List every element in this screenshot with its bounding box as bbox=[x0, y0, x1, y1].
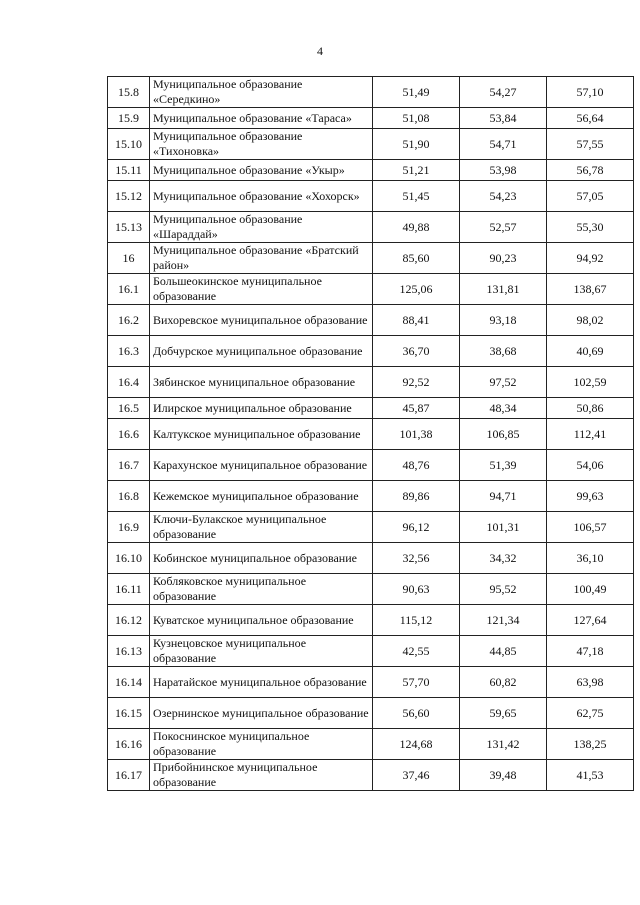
table-body bbox=[108, 77, 634, 791]
row-number: 16.2 bbox=[108, 305, 150, 336]
table-row bbox=[108, 729, 634, 760]
row-number: 16 bbox=[108, 243, 150, 274]
table-row bbox=[108, 212, 634, 243]
value-year-1: 88,41 bbox=[373, 305, 460, 336]
table-row bbox=[108, 605, 634, 636]
value-year-1: 36,70 bbox=[373, 336, 460, 367]
municipality-name: Наратайское муниципальное образование bbox=[150, 667, 373, 698]
municipality-name: Озернинское муниципальное образование bbox=[150, 698, 373, 729]
value-year-3: 106,57 bbox=[547, 512, 634, 543]
table-row bbox=[108, 274, 634, 305]
table-row bbox=[108, 667, 634, 698]
municipality-name: Большеокинское муниципальное образование bbox=[150, 274, 373, 305]
value-year-3: 47,18 bbox=[547, 636, 634, 667]
value-year-1: 37,46 bbox=[373, 760, 460, 791]
value-year-1: 51,45 bbox=[373, 181, 460, 212]
value-year-2: 93,18 bbox=[460, 305, 547, 336]
value-year-2: 53,98 bbox=[460, 160, 547, 181]
value-year-2: 95,52 bbox=[460, 574, 547, 605]
value-year-2: 38,68 bbox=[460, 336, 547, 367]
value-year-3: 50,86 bbox=[547, 398, 634, 419]
table-row bbox=[108, 181, 634, 212]
row-number: 16.8 bbox=[108, 481, 150, 512]
row-number: 16.17 bbox=[108, 760, 150, 791]
value-year-2: 94,71 bbox=[460, 481, 547, 512]
municipality-name: Муниципальное образование «Укыр» bbox=[150, 160, 373, 181]
value-year-1: 32,56 bbox=[373, 543, 460, 574]
value-year-1: 124,68 bbox=[373, 729, 460, 760]
page-number: 4 bbox=[317, 44, 323, 58]
table-row bbox=[108, 450, 634, 481]
value-year-3: 99,63 bbox=[547, 481, 634, 512]
value-year-3: 138,67 bbox=[547, 274, 634, 305]
value-year-3: 54,06 bbox=[547, 450, 634, 481]
row-number: 16.13 bbox=[108, 636, 150, 667]
value-year-2: 44,85 bbox=[460, 636, 547, 667]
value-year-2: 52,57 bbox=[460, 212, 547, 243]
row-number: 16.16 bbox=[108, 729, 150, 760]
value-year-3: 100,49 bbox=[547, 574, 634, 605]
table-row bbox=[108, 481, 634, 512]
municipality-name: Прибойнинское муниципальное образование bbox=[150, 760, 373, 791]
table-row bbox=[108, 305, 634, 336]
value-year-2: 54,71 bbox=[460, 129, 547, 160]
municipality-name: Муниципальное образование «Шараддай» bbox=[150, 212, 373, 243]
value-year-2: 54,27 bbox=[460, 77, 547, 108]
value-year-1: 48,76 bbox=[373, 450, 460, 481]
municipality-name: Илирское муниципальное образование bbox=[150, 398, 373, 419]
table-row bbox=[108, 367, 634, 398]
value-year-1: 45,87 bbox=[373, 398, 460, 419]
table-row bbox=[108, 108, 634, 129]
value-year-2: 39,48 bbox=[460, 760, 547, 791]
row-number: 16.4 bbox=[108, 367, 150, 398]
table-row bbox=[108, 398, 634, 419]
row-number: 16.3 bbox=[108, 336, 150, 367]
row-number: 16.1 bbox=[108, 274, 150, 305]
row-number: 15.9 bbox=[108, 108, 150, 129]
value-year-2: 90,23 bbox=[460, 243, 547, 274]
municipality-name: Добчурское муниципальное образование bbox=[150, 336, 373, 367]
value-year-2: 51,39 bbox=[460, 450, 547, 481]
municipality-name: Кобинское муниципальное образование bbox=[150, 543, 373, 574]
row-number: 15.11 bbox=[108, 160, 150, 181]
municipality-name: Ключи-Булакское муниципальное образование bbox=[150, 512, 373, 543]
value-year-3: 57,05 bbox=[547, 181, 634, 212]
row-number: 15.8 bbox=[108, 77, 150, 108]
table-row bbox=[108, 77, 634, 108]
value-year-3: 102,59 bbox=[547, 367, 634, 398]
table-row bbox=[108, 129, 634, 160]
value-year-2: 121,34 bbox=[460, 605, 547, 636]
value-year-1: 57,70 bbox=[373, 667, 460, 698]
municipality-name: Муниципальное образование «Тараса» bbox=[150, 108, 373, 129]
municipality-name: Вихоревское муниципальное образование bbox=[150, 305, 373, 336]
value-year-3: 56,78 bbox=[547, 160, 634, 181]
value-year-2: 59,65 bbox=[460, 698, 547, 729]
table-row bbox=[108, 636, 634, 667]
municipality-name: Покоснинское муниципальное образование bbox=[150, 729, 373, 760]
municipality-name: Муниципальное образование «Середкино» bbox=[150, 77, 373, 108]
table-row bbox=[108, 336, 634, 367]
value-year-1: 89,86 bbox=[373, 481, 460, 512]
value-year-1: 125,06 bbox=[373, 274, 460, 305]
value-year-1: 101,38 bbox=[373, 419, 460, 450]
table-row bbox=[108, 760, 634, 791]
row-number: 16.5 bbox=[108, 398, 150, 419]
table-row bbox=[108, 698, 634, 729]
value-year-2: 131,42 bbox=[460, 729, 547, 760]
municipality-name: Калтукское муниципальное образование bbox=[150, 419, 373, 450]
row-number: 16.15 bbox=[108, 698, 150, 729]
value-year-3: 112,41 bbox=[547, 419, 634, 450]
row-number: 16.14 bbox=[108, 667, 150, 698]
value-year-3: 63,98 bbox=[547, 667, 634, 698]
row-number: 16.12 bbox=[108, 605, 150, 636]
value-year-3: 41,53 bbox=[547, 760, 634, 791]
value-year-3: 40,69 bbox=[547, 336, 634, 367]
value-year-1: 56,60 bbox=[373, 698, 460, 729]
value-year-1: 51,49 bbox=[373, 77, 460, 108]
municipality-name: Кобляковское муниципальное образование bbox=[150, 574, 373, 605]
municipality-name: Муниципальное образование «Тихоновка» bbox=[150, 129, 373, 160]
municipality-name: Муниципальное образование «Братский район» bbox=[150, 243, 373, 274]
value-year-3: 57,55 bbox=[547, 129, 634, 160]
value-year-1: 49,88 bbox=[373, 212, 460, 243]
value-year-3: 57,10 bbox=[547, 77, 634, 108]
value-year-2: 53,84 bbox=[460, 108, 547, 129]
table-row bbox=[108, 574, 634, 605]
row-number: 16.11 bbox=[108, 574, 150, 605]
row-number: 16.10 bbox=[108, 543, 150, 574]
municipality-name: Кежемское муниципальное образование bbox=[150, 481, 373, 512]
value-year-2: 131,81 bbox=[460, 274, 547, 305]
row-number: 15.12 bbox=[108, 181, 150, 212]
municipality-name: Зябинское муниципальное образование bbox=[150, 367, 373, 398]
row-number: 15.13 bbox=[108, 212, 150, 243]
row-number: 16.6 bbox=[108, 419, 150, 450]
value-year-3: 94,92 bbox=[547, 243, 634, 274]
value-year-3: 138,25 bbox=[547, 729, 634, 760]
tariff-table bbox=[107, 76, 634, 791]
municipality-name: Кузнецовское муниципальное образование bbox=[150, 636, 373, 667]
municipality-name: Муниципальное образование «Хохорск» bbox=[150, 181, 373, 212]
value-year-1: 42,55 bbox=[373, 636, 460, 667]
value-year-2: 60,82 bbox=[460, 667, 547, 698]
value-year-1: 92,52 bbox=[373, 367, 460, 398]
value-year-3: 36,10 bbox=[547, 543, 634, 574]
value-year-2: 97,52 bbox=[460, 367, 547, 398]
value-year-2: 34,32 bbox=[460, 543, 547, 574]
row-number: 15.10 bbox=[108, 129, 150, 160]
value-year-1: 51,08 bbox=[373, 108, 460, 129]
value-year-1: 96,12 bbox=[373, 512, 460, 543]
municipality-name: Куватское муниципальное образование bbox=[150, 605, 373, 636]
value-year-3: 62,75 bbox=[547, 698, 634, 729]
value-year-1: 115,12 bbox=[373, 605, 460, 636]
value-year-3: 98,02 bbox=[547, 305, 634, 336]
table-row bbox=[108, 543, 634, 574]
table-row bbox=[108, 243, 634, 274]
row-number: 16.9 bbox=[108, 512, 150, 543]
municipality-name: Карахунское муниципальное образование bbox=[150, 450, 373, 481]
row-number: 16.7 bbox=[108, 450, 150, 481]
value-year-1: 85,60 bbox=[373, 243, 460, 274]
value-year-3: 127,64 bbox=[547, 605, 634, 636]
table-row bbox=[108, 419, 634, 450]
value-year-2: 54,23 bbox=[460, 181, 547, 212]
value-year-2: 48,34 bbox=[460, 398, 547, 419]
value-year-1: 90,63 bbox=[373, 574, 460, 605]
table-row bbox=[108, 512, 634, 543]
value-year-2: 101,31 bbox=[460, 512, 547, 543]
table-row bbox=[108, 160, 634, 181]
value-year-3: 56,64 bbox=[547, 108, 634, 129]
value-year-3: 55,30 bbox=[547, 212, 634, 243]
value-year-1: 51,21 bbox=[373, 160, 460, 181]
value-year-2: 106,85 bbox=[460, 419, 547, 450]
value-year-1: 51,90 bbox=[373, 129, 460, 160]
